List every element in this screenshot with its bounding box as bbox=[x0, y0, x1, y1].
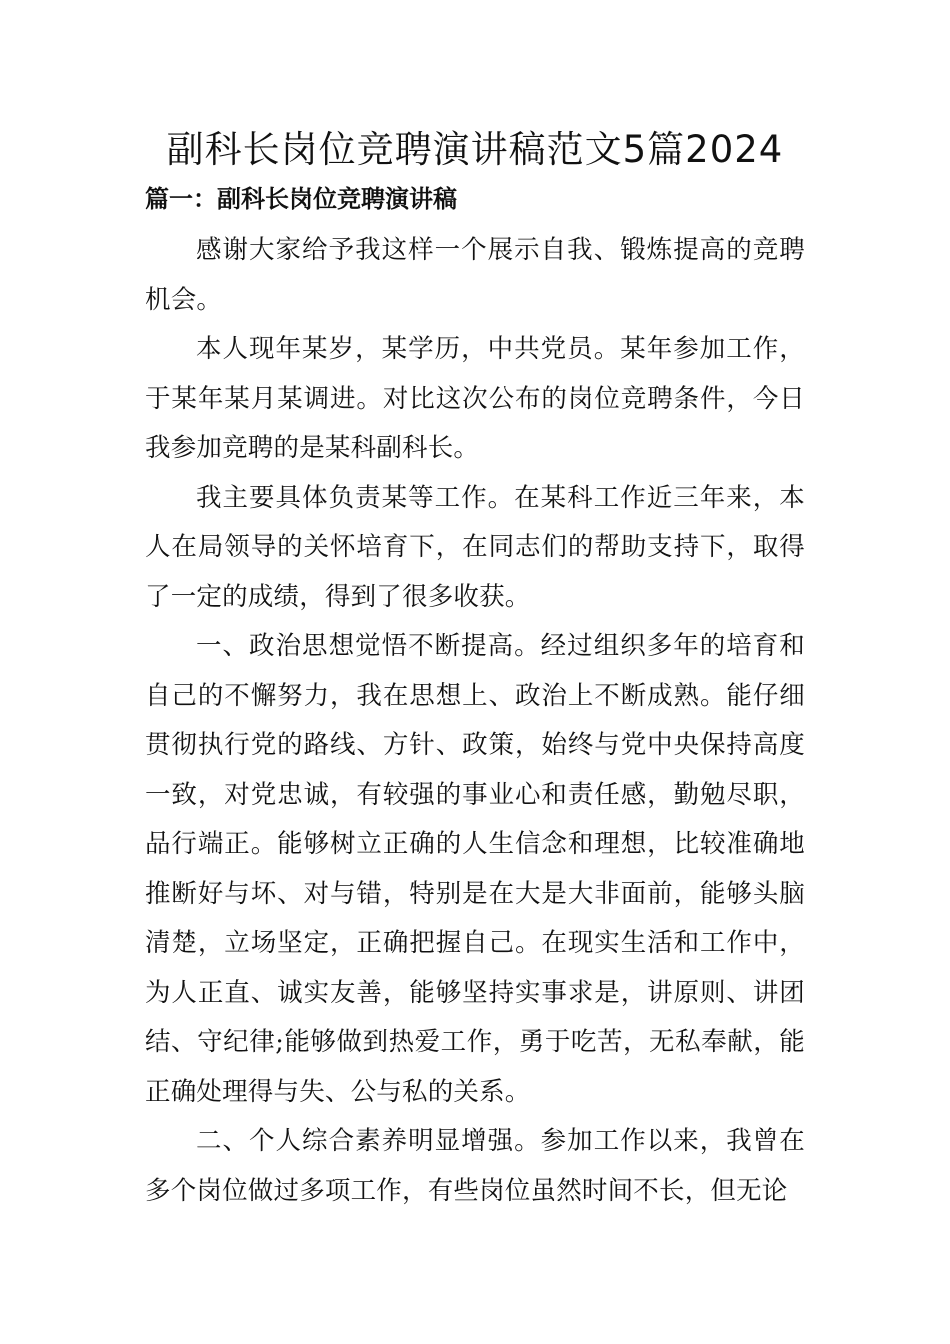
paragraph-responsibilities: 我主要具体负责某等工作。在某科工作近三年来，本人在局领导的关怀培育下，在同志们的帮助支持下，取得了一定的成绩，得到了很多收获。 bbox=[145, 482, 805, 612]
section-heading: 篇一：副科长岗位竞聘演讲稿 bbox=[145, 184, 457, 213]
paragraph-quality: 二、个人综合素养明显增强。参加工作以来，我曾在多个岗位做过多项工作，有些岗位虽然时间不长，但无论 bbox=[145, 1126, 805, 1206]
document-body bbox=[145, 226, 805, 1216]
paragraph-background: 本人现年某岁，某学历，中共党员。某年参加工作，于某年某月某调进。对比这次公布的岗位竞聘条件，今日我参加竞聘的是某科副科长。 bbox=[145, 334, 805, 463]
document-title: 副科长岗位竞聘演讲稿范文5篇2024 bbox=[166, 128, 784, 171]
paragraph-political: 一、政治思想觉悟不断提高。经过组织多年的培育和自己的不懈努力，我在思想上、政治上不断成熟。能仔细贯彻执行党的路线、方针、政策，始终与党中央保持高度一致，对党忠诚，有较强的事业心和责任感，勤勉尽职，品行端正。能够树立正确的人生信念和理想，比较准确地推断好与坏、对与错，特别是在大是大非面前，能够头脑清楚，立场坚定，正确把握自己。在现实生活和工作中，为人正直、诚实友善，能够坚持实事求是，讲原则、讲团结、守纪律;能够做到热爱工作，勇于吃苦，无私奉献，能正确处理得与失、公与私的关系。 bbox=[145, 631, 805, 1107]
paragraph-intro: 感谢大家给予我这样一个展示自我、锻炼提高的竞聘机会。 bbox=[145, 235, 805, 315]
